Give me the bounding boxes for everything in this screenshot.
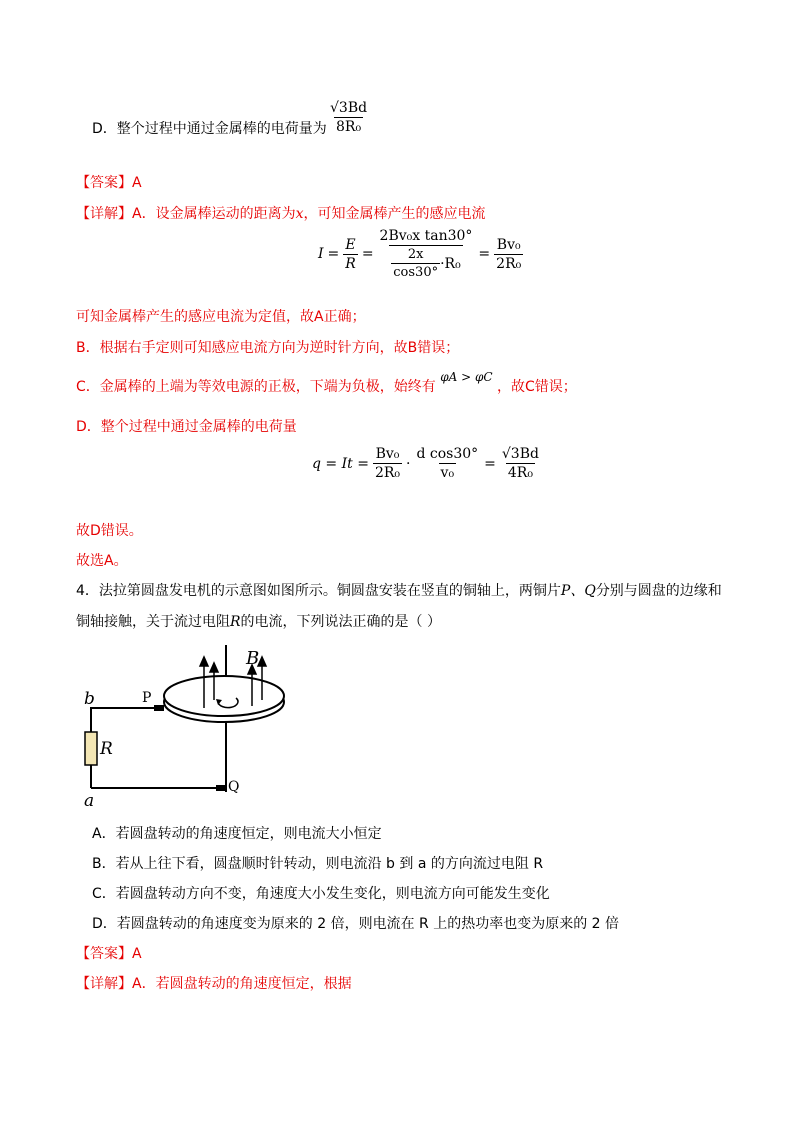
label-r: R [100,739,113,759]
q4-stem-2c: 的电流，下列说法正确的是（ ） [240,614,441,630]
detail-c-tail: ，故C错误； [497,379,577,395]
option-a: A．若圆盘转动的角速度恒定，则电流大小恒定 [92,826,382,842]
label-p: P [142,690,152,706]
fraction-denominator: 8R₀ [336,119,362,135]
eq2-f2-den: v₀ [440,465,455,481]
eq2-f3-den: 4R₀ [507,465,533,481]
eq1-f1-den: R [345,255,356,272]
detail-c-math: φA > φC [440,370,493,384]
question-4-stem-line2 [76,611,441,631]
eq1-f1-num: E [345,236,356,253]
option-d-line [92,118,327,138]
answer-label-1: 【答案】A [76,175,142,191]
option-d: D．若圆盘转动的角速度变为原来的 2 倍，则电流在 R 上的热功率也变为原来的 2 倍 [92,916,620,932]
q4-stem-2b: R [230,614,241,630]
contact-p [154,705,164,711]
detail-a-tail: ，可知金属棒产生的感应电流 [303,206,486,222]
q4-stem-1c: 分别与圆盘的边缘和 [595,583,722,599]
q4-stem-1b: P、Q [560,583,596,599]
eq1-f2-den-den: cos30° [393,265,439,280]
q4-stem-2a: 铜轴接触，关于流过电阻 [76,614,230,630]
option-c: C．若圆盘转动方向不变，角速度大小发生变化，则电流方向可能发生变化 [92,886,550,902]
detail-line-c [76,370,577,396]
detail-c-text: C．金属棒的上端为等效电源的正极，下端为负极，始终有 [76,379,436,395]
contact-q [216,785,226,791]
label-b-terminal: b [84,689,95,709]
option-b: B．若从上往下看，圆盘顺时针转动，则电流沿 b 到 a 的方向流过电阻 R [92,856,544,872]
detail-line-a [76,203,485,223]
eq1-f2-den-tail: ·R₀ [440,255,461,272]
disk-top [164,676,284,716]
eq1-f3-den: 2R₀ [496,255,522,272]
detail-final: 故选A。 [76,553,128,569]
q4-stem-1a: 4．法拉第圆盘发电机的示意图如图所示。铜圆盘安装在竖直的铜轴上，两铜片 [76,583,561,599]
faraday-disk-figure [76,640,316,810]
eq1-lhs: I [318,246,324,262]
eq2-f2-num: d cos30° [416,446,479,462]
answer-label-4: 【答案】A [76,946,142,962]
eq2-f1-num: Bv₀ [375,446,400,462]
detail-line-b: B．根据右手定则可知感应电流方向为逆时针方向，故B错误； [76,340,460,356]
equation-charge: q = It = $\frac{\text{Bv₀}}{\text{2R₀}}$ · $\frac{\text{d cos30°}}{\text{v₀}}$ = $\frac{√3Bd}{\text{4R₀}}$ [312,446,539,481]
detail-line-a2: 可知金属棒产生的感应电流为定值，故A正确； [76,309,366,325]
label-a-terminal: a [84,791,95,810]
resistor-r [85,732,97,765]
eq2-f3-num: √3Bd [501,446,539,462]
wire-top [91,708,156,710]
detail-line-d2: 故D错误。 [76,523,143,539]
question-4-stem-line1 [76,580,722,600]
option-d-fraction [328,100,369,135]
label-q: Q [228,779,240,795]
eq1-f2-num: 2Bv₀x tan30° [379,228,473,244]
detail-line-d: D．整个过程中通过金属棒的电荷量 [76,419,297,435]
eq1-f3-num: Bv₀ [496,236,521,253]
eq2-f1-den: 2R₀ [374,465,400,481]
option-d-text: D．整个过程中通过金属棒的电荷量为 [92,121,327,137]
fraction-numerator: √3Bd [330,100,368,116]
detail-q4: 【详解】A．若圆盘转动的角速度恒定，根据 [76,976,352,992]
equation-current: I = $\frac{E}{R}$ = 2Bv₀x tan30° $\frac{2x}{\cos 30^\circ}$ ·R₀ = $\frac{\text{Bv₀}}{\text{2R₀}}$ [318,228,522,280]
detail-a-variable: x [295,206,304,222]
eq2-lhs: q = It = [312,455,369,472]
detail-a-text: 【详解】A．设金属棒运动的距离为 [76,206,296,222]
eq1-f2-den-num: 2x [407,247,424,262]
label-b-field: B [246,648,260,669]
